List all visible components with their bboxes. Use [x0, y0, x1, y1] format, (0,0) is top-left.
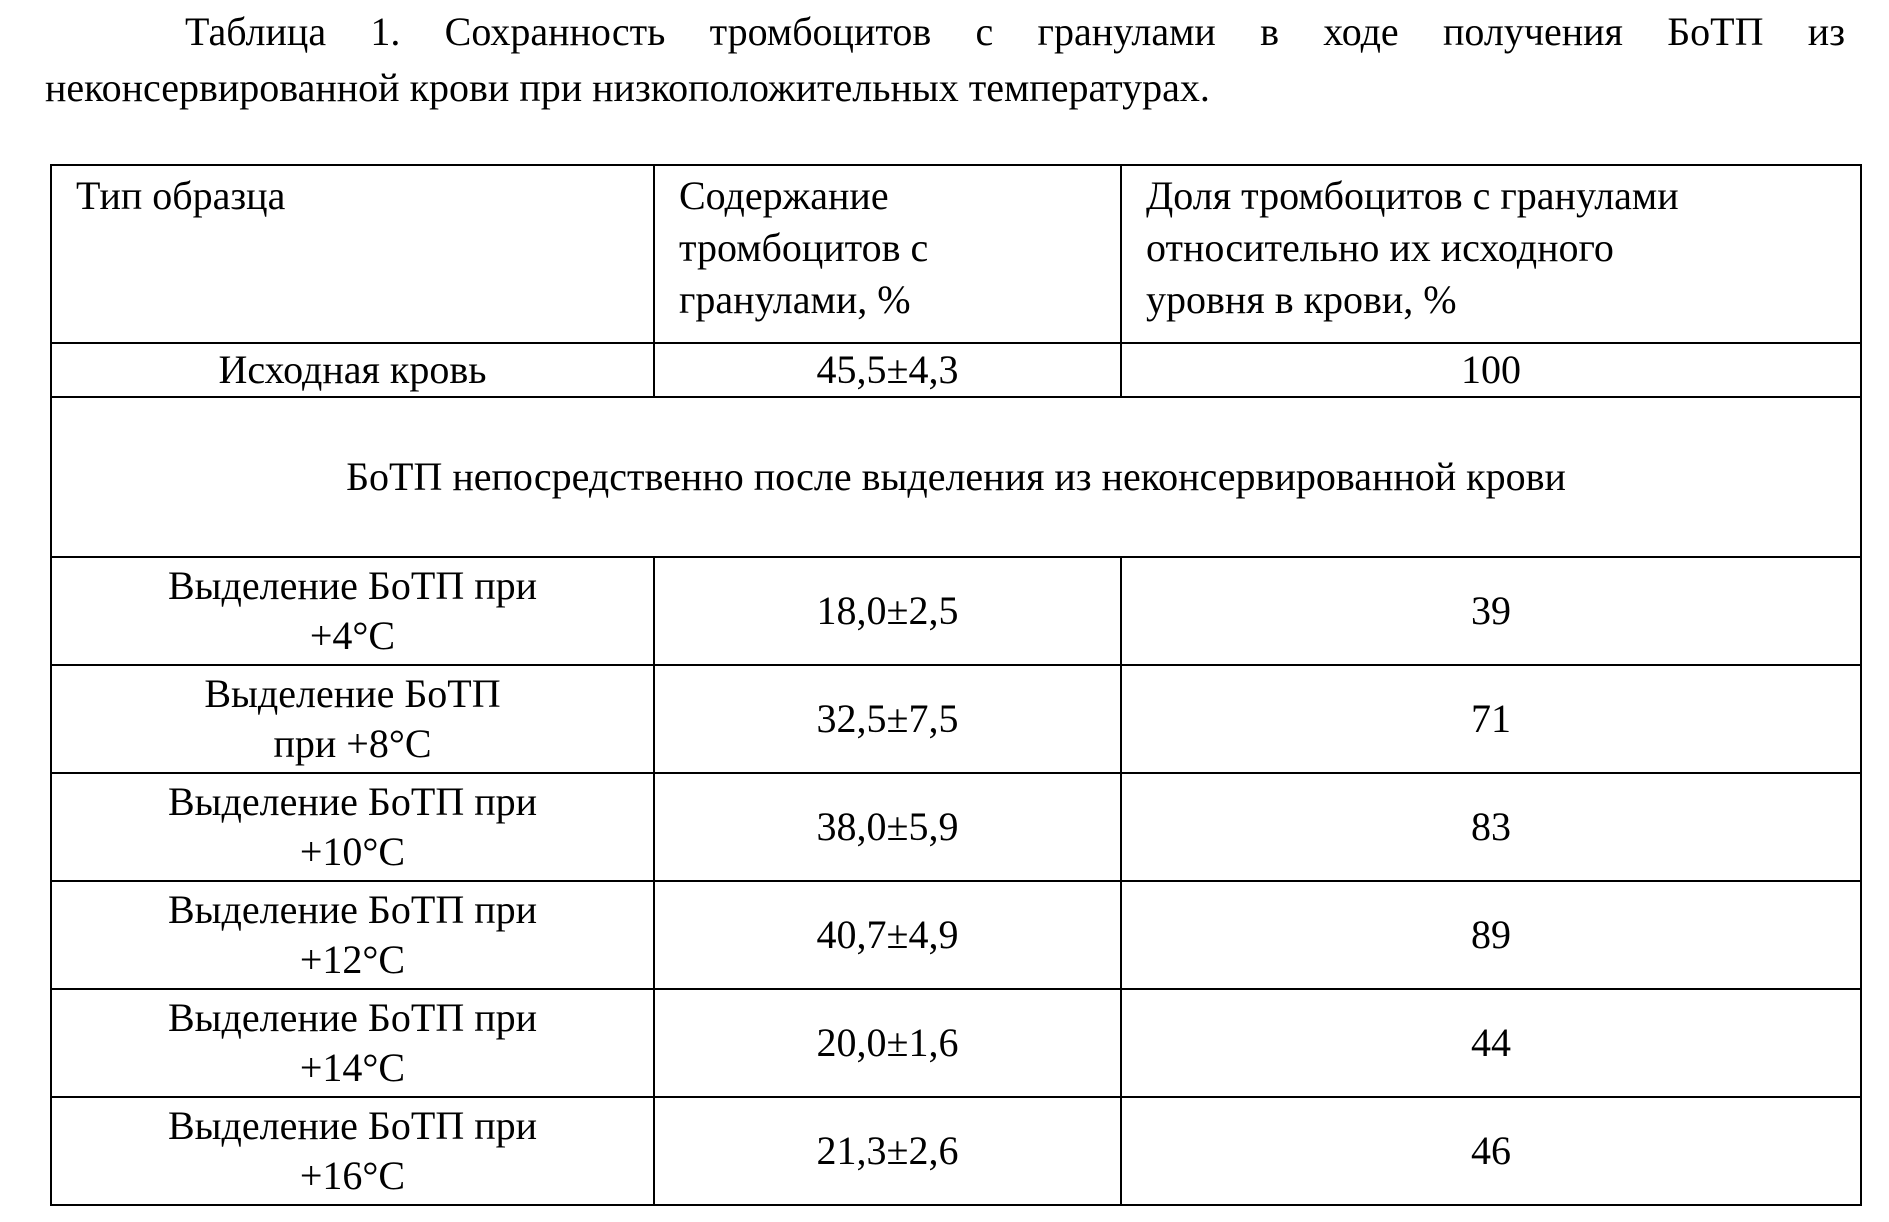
table-row — [51, 557, 1861, 665]
header-content — [654, 165, 1121, 343]
table-row — [51, 773, 1861, 881]
table-row — [51, 881, 1861, 989]
cell-label — [51, 773, 654, 881]
table-row — [51, 989, 1861, 1097]
cell-content: 18,0±2,5 — [654, 557, 1121, 665]
header-line: уровня в крови, % — [1146, 277, 1457, 322]
header-line: относительно их исходного — [1146, 225, 1614, 270]
cell-content: 32,5±7,5 — [654, 665, 1121, 773]
label-line: +16°C — [299, 1153, 406, 1198]
label-line: +14°C — [299, 1045, 406, 1090]
header-share — [1121, 165, 1861, 343]
cell-content: 45,5±4,3 — [654, 343, 1121, 397]
header-line: Доля тромбоцитов с гранулами — [1146, 173, 1679, 218]
table-row — [51, 1097, 1861, 1205]
cell-content: 21,3±2,6 — [654, 1097, 1121, 1205]
cell-share: 89 — [1121, 881, 1861, 989]
label-line: Выделение БоТП при — [167, 995, 538, 1040]
cell-label — [51, 665, 654, 773]
header-line: гранулами, % — [679, 277, 911, 322]
table-row-baseline — [51, 343, 1861, 397]
header-sample-type — [51, 165, 654, 343]
label-line: Выделение БоТП при — [167, 779, 538, 824]
header-line: Тип образца — [76, 173, 286, 218]
section-title: БоТП непосредственно после выделения из неконсервированной крови — [51, 397, 1861, 557]
cell-label — [51, 881, 654, 989]
cell-share: 83 — [1121, 773, 1861, 881]
header-line: тромбоцитов с — [679, 225, 929, 270]
cell-share: 39 — [1121, 557, 1861, 665]
header-line: Содержание — [679, 173, 889, 218]
caption-line-1: Таблица 1. Сохранность тромбоцитов с гранулами в ходе получения БоТП из — [185, 9, 1845, 54]
label-line: Выделение БоТП при — [167, 563, 538, 608]
cell-label — [51, 1097, 654, 1205]
cell-content: 40,7±4,9 — [654, 881, 1121, 989]
cell-share: 46 — [1121, 1097, 1861, 1205]
label-line: +12°C — [299, 937, 406, 982]
label-line: +10°C — [299, 829, 406, 874]
cell-share: 100 — [1121, 343, 1861, 397]
table-row — [51, 665, 1861, 773]
label-line: Выделение БоТП при — [167, 1103, 538, 1148]
cell-label — [51, 989, 654, 1097]
table-section-row — [51, 397, 1861, 557]
cell-label — [51, 557, 654, 665]
label-line: Выделение БоТП при — [167, 887, 538, 932]
cell-share: 71 — [1121, 665, 1861, 773]
table-caption — [45, 4, 1845, 116]
caption-line-2: неконсервированной крови при низкоположительных температурах. — [45, 65, 1210, 110]
cell-content: 20,0±1,6 — [654, 989, 1121, 1097]
cell-label: Исходная кровь — [51, 343, 654, 397]
table-header-row — [51, 165, 1861, 343]
cell-share: 44 — [1121, 989, 1861, 1097]
label-line: Выделение БоТП — [204, 671, 501, 716]
label-line: +4°C — [309, 613, 396, 658]
cell-content: 38,0±5,9 — [654, 773, 1121, 881]
results-table — [50, 164, 1862, 1206]
label-line: при +8°C — [273, 721, 432, 766]
